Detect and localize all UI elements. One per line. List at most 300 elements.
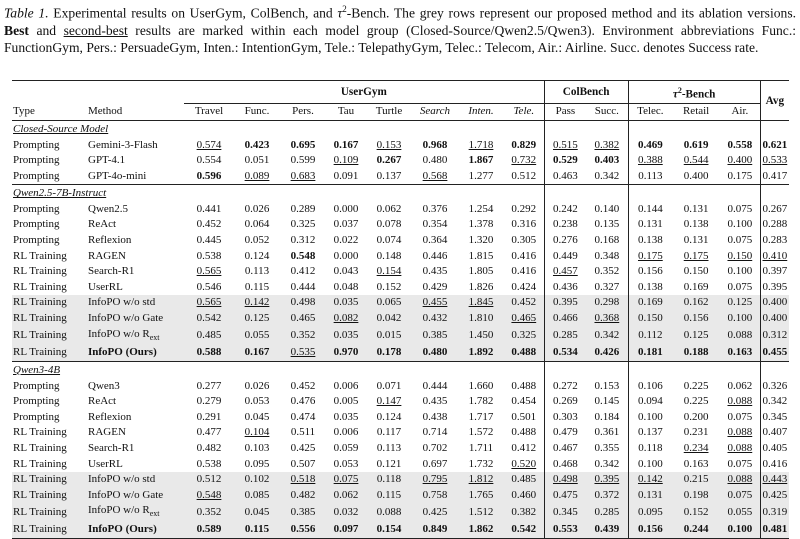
header-group-row	[12, 81, 789, 104]
col-turtle: Turtle	[366, 104, 412, 121]
cell-avg: 0.397	[760, 264, 789, 280]
section-row	[12, 185, 789, 202]
cell-travel: 0.352	[184, 503, 234, 522]
cell-search: 0.702	[422, 441, 448, 454]
cell-search: 0.438	[422, 410, 448, 423]
cell-pers: 0.465	[280, 311, 326, 327]
cell-travel: 0.554	[196, 154, 222, 167]
table-row	[12, 280, 789, 296]
cell-tau: 0.097	[326, 522, 366, 538]
cell-pass: 0.272	[544, 379, 586, 395]
cell-telec: 0.100	[628, 457, 672, 473]
cell-avg: 0.267	[760, 202, 789, 218]
cell-air: 0.062	[727, 379, 753, 392]
cell-tau: 0.035	[326, 327, 366, 346]
cell-pass: 0.436	[544, 280, 586, 296]
row-type: RL Training	[12, 472, 87, 488]
cell-avg: 0.345	[760, 410, 789, 426]
cell-search: 0.435	[422, 265, 448, 278]
cell-func: 0.055	[234, 327, 280, 346]
cell-pers: 0.352	[280, 327, 326, 346]
row-method: Reflexion	[88, 410, 132, 423]
row-method: Search-R1	[88, 265, 135, 278]
cell-pass: 0.475	[544, 488, 586, 504]
cell-func: 0.113	[244, 265, 270, 278]
cell-pass: 0.498	[544, 472, 586, 488]
cell-inten: 1.765	[458, 488, 504, 504]
cell-retail: 0.619	[683, 138, 709, 151]
cell-succ: 0.439	[586, 522, 628, 538]
table-row	[12, 410, 789, 426]
cell-turtle: 0.042	[366, 311, 412, 327]
cell-turtle: 0.178	[366, 345, 412, 361]
group-usergym: UserGym	[184, 81, 544, 104]
cell-succ: 0.342	[594, 457, 620, 470]
cell-func: 0.045	[244, 410, 270, 423]
row-method: Qwen2.5	[88, 202, 129, 215]
row-type: Prompting	[13, 234, 60, 247]
table-row	[12, 345, 789, 361]
cell-turtle: 0.088	[366, 503, 412, 522]
cell-search: 0.435	[422, 395, 448, 408]
cell-telec: 0.156	[628, 522, 672, 538]
col-search: Search	[412, 104, 458, 121]
col-pers: Pers.	[280, 104, 326, 121]
cell-telec: 0.144	[628, 202, 672, 218]
row-type: RL Training	[12, 311, 87, 327]
cell-telec: 0.138	[628, 233, 672, 249]
cell-avg: 0.455	[760, 345, 789, 361]
cell-pass: 0.553	[544, 522, 586, 538]
col-tele: Tele.	[504, 104, 544, 121]
caption-label: Table 1.	[4, 5, 49, 21]
row-method: Gemini-3-Flash	[88, 138, 158, 151]
cell-telec: 0.169	[628, 295, 672, 311]
cell-travel: 0.512	[184, 472, 234, 488]
cell-avg: 0.443	[760, 472, 789, 488]
col-succ: Succ.	[586, 104, 628, 121]
caption-text-4: results are marked within each model group (Closed-Source/Qwen2.5/Qwen3). Environment abbreviations Func.: FunctionGym, Pers.: PersuadeGym, Inten.: IntentionGym, Tele.: TelepathyGym, Telec.: Telecom, Air.: Airline. Succ. denotes Success rate.	[4, 22, 796, 55]
table-row	[12, 394, 789, 410]
cell-tele: 0.512	[511, 169, 537, 182]
cell-succ: 0.382	[594, 138, 620, 151]
cell-pers: 0.498	[280, 295, 326, 311]
table-row	[12, 379, 789, 395]
row-type: RL Training	[13, 280, 67, 293]
cell-pass: 0.457	[544, 264, 586, 280]
cell-telec: 0.469	[628, 138, 672, 154]
cell-tele: 0.465	[504, 311, 544, 327]
cell-tau: 0.109	[333, 154, 359, 167]
cell-func: 0.051	[244, 154, 270, 167]
row-type: RL Training	[12, 327, 87, 346]
cell-search: 0.425	[412, 503, 458, 522]
cell-tau: 0.000	[333, 249, 359, 262]
cell-travel: 0.548	[184, 488, 234, 504]
cell-avg: 0.481	[760, 522, 789, 538]
cell-succ: 0.145	[594, 395, 620, 408]
cell-pass: 0.242	[544, 202, 586, 218]
cell-succ: 0.361	[594, 426, 620, 439]
cell-tele: 0.325	[504, 327, 544, 346]
cell-inten: 1.826	[468, 280, 494, 293]
cell-pass: 0.479	[544, 425, 586, 441]
table-row	[12, 249, 789, 265]
cell-func: 0.103	[244, 441, 270, 454]
cell-tele: 0.292	[511, 202, 537, 215]
cell-inten: 1.782	[468, 395, 494, 408]
row-type: RL Training	[13, 457, 67, 470]
cell-air: 0.055	[720, 503, 760, 522]
cell-air: 0.075	[727, 457, 753, 470]
col-pass: Pass	[544, 104, 586, 121]
cell-retail: 0.188	[672, 345, 720, 361]
cell-pass: 0.467	[544, 441, 586, 457]
row-type: RL Training	[12, 345, 87, 361]
cell-turtle: 0.153	[376, 138, 402, 151]
caption-second-best: second-best	[63, 22, 128, 38]
table-row	[12, 217, 789, 233]
cell-succ: 0.342	[594, 169, 620, 182]
col-retail: Retail	[672, 104, 720, 121]
caption-best: Best	[4, 22, 29, 38]
cell-tele: 0.460	[504, 488, 544, 504]
cell-telec: 0.094	[628, 394, 672, 410]
cell-pers: 0.325	[290, 218, 316, 231]
cell-air: 0.075	[720, 488, 760, 504]
row-type: Prompting	[13, 218, 60, 231]
row-type: RL Training	[13, 441, 67, 454]
cell-search: 0.697	[422, 457, 448, 470]
cell-air: 0.150	[727, 249, 753, 262]
cell-telec: 0.113	[628, 169, 672, 185]
cell-retail: 0.234	[683, 441, 709, 454]
cell-tau: 0.000	[333, 202, 359, 215]
cell-turtle: 0.267	[376, 154, 402, 167]
cell-travel: 0.538	[196, 457, 222, 470]
cell-travel: 0.589	[184, 522, 234, 538]
cell-avg: 0.417	[760, 169, 789, 185]
cell-retail: 0.175	[683, 249, 709, 262]
cell-avg: 0.319	[760, 503, 789, 522]
cell-succ: 0.368	[586, 311, 628, 327]
cell-telec: 0.181	[628, 345, 672, 361]
caption-text-2: -Bench. The grey rows represent our proposed method and its ablation versions.	[346, 5, 797, 21]
cell-retail: 0.156	[672, 311, 720, 327]
cell-pass: 0.303	[544, 410, 586, 426]
cell-search: 0.364	[422, 234, 448, 247]
col-air: Air.	[720, 104, 760, 121]
section-row	[12, 120, 789, 137]
cell-pers: 0.312	[290, 234, 316, 247]
cell-inten: 1.660	[468, 379, 494, 392]
cell-turtle: 0.154	[376, 265, 402, 278]
cell-tau: 0.059	[333, 441, 359, 454]
cell-telec: 0.112	[628, 327, 672, 346]
cell-inten: 1.512	[458, 503, 504, 522]
cell-travel: 0.542	[184, 311, 234, 327]
cell-pers: 0.511	[290, 426, 316, 439]
cell-succ: 0.355	[594, 441, 620, 454]
row-type: RL Training	[13, 426, 67, 439]
row-type: Prompting	[13, 395, 60, 408]
table-row	[12, 295, 789, 311]
cell-tele: 0.520	[511, 457, 537, 470]
cell-pers: 0.556	[280, 522, 326, 538]
cell-succ: 0.184	[594, 410, 620, 423]
cell-pers: 0.444	[290, 280, 316, 293]
cell-tau: 0.062	[326, 488, 366, 504]
cell-search: 0.444	[422, 379, 448, 392]
cell-air: 0.100	[720, 522, 760, 538]
table-row	[12, 138, 789, 154]
cell-telec: 0.156	[628, 264, 672, 280]
row-type: Prompting	[13, 410, 60, 423]
cell-func: 0.053	[244, 395, 270, 408]
row-method: Search-R1	[88, 441, 135, 454]
cell-air: 0.075	[727, 202, 753, 215]
cell-turtle: 0.078	[376, 218, 402, 231]
cell-inten: 1.732	[468, 457, 494, 470]
cell-retail: 0.244	[672, 522, 720, 538]
cell-turtle: 0.113	[376, 441, 402, 454]
cell-tele: 0.829	[511, 138, 537, 151]
cell-retail: 0.200	[683, 410, 709, 423]
cell-turtle: 0.117	[376, 426, 402, 439]
cell-func: 0.052	[244, 234, 270, 247]
cell-air: 0.100	[727, 265, 753, 278]
cell-turtle: 0.065	[366, 295, 412, 311]
col-tau: Tau	[326, 104, 366, 121]
cell-telec: 0.106	[628, 379, 672, 395]
cell-retail: 0.162	[672, 295, 720, 311]
cell-pers: 0.412	[290, 265, 316, 278]
header-columns-row	[12, 104, 789, 121]
cell-tau: 0.006	[333, 426, 359, 439]
cell-telec: 0.118	[628, 441, 672, 457]
cell-pers: 0.548	[290, 249, 316, 262]
cell-pass: 0.285	[544, 327, 586, 346]
row-type: Prompting	[13, 154, 60, 167]
cell-pers: 0.683	[290, 169, 316, 182]
cell-tau: 0.035	[333, 410, 359, 423]
cell-succ: 0.342	[586, 327, 628, 346]
cell-succ: 0.352	[594, 265, 620, 278]
cell-func: 0.026	[244, 202, 270, 215]
cell-tau: 0.048	[333, 280, 359, 293]
cell-inten: 1.277	[468, 169, 494, 182]
cell-turtle: 0.124	[376, 410, 402, 423]
cell-turtle: 0.152	[376, 280, 402, 293]
cell-inten: 1.862	[458, 522, 504, 538]
row-method: ReAct	[88, 218, 117, 231]
cell-tele: 0.488	[511, 379, 537, 392]
col-travel: Travel	[184, 104, 234, 121]
cell-inten: 1.867	[468, 154, 494, 167]
cell-search: 0.455	[412, 295, 458, 311]
row-method: InfoPO w/o $R_{ext}$	[87, 503, 184, 522]
cell-search: 0.376	[422, 202, 448, 215]
section-title: Qwen2.5-7B-Instruct	[12, 185, 184, 202]
table-row	[12, 503, 789, 522]
row-method: ReAct	[88, 395, 117, 408]
cell-pers: 0.476	[290, 395, 316, 408]
cell-succ: 0.298	[586, 295, 628, 311]
cell-telec: 0.175	[628, 249, 672, 265]
cell-func: 0.142	[234, 295, 280, 311]
cell-succ: 0.395	[586, 472, 628, 488]
cell-avg: 0.405	[760, 441, 789, 457]
cell-func: 0.085	[234, 488, 280, 504]
cell-travel: 0.279	[196, 395, 222, 408]
cell-air: 0.400	[727, 154, 753, 167]
cell-telec: 0.150	[628, 311, 672, 327]
cell-func: 0.115	[234, 522, 280, 538]
cell-travel: 0.565	[184, 295, 234, 311]
cell-succ: 0.403	[594, 154, 620, 167]
cell-travel: 0.482	[196, 441, 222, 454]
cell-air: 0.088	[720, 327, 760, 346]
col-method: Method	[87, 104, 184, 121]
cell-retail: 0.225	[683, 395, 709, 408]
cell-succ: 0.348	[594, 249, 620, 262]
row-method: InfoPO (Ours)	[87, 522, 184, 538]
cell-turtle: 0.137	[376, 169, 402, 182]
table-row	[12, 327, 789, 346]
cell-telec: 0.388	[628, 153, 672, 169]
cell-inten: 1.378	[468, 218, 494, 231]
cell-turtle: 0.071	[376, 379, 402, 392]
cell-retail: 0.215	[672, 472, 720, 488]
cell-inten: 1.812	[458, 472, 504, 488]
table-row	[12, 153, 789, 169]
cell-travel: 0.477	[196, 426, 222, 439]
cell-succ: 0.168	[594, 234, 620, 247]
cell-tele: 0.416	[511, 265, 537, 278]
cell-succ: 0.135	[594, 218, 620, 231]
cell-telec: 0.137	[628, 425, 672, 441]
cell-tele: 0.382	[504, 503, 544, 522]
cell-telec: 0.131	[628, 217, 672, 233]
cell-air: 0.088	[720, 472, 760, 488]
cell-avg: 0.621	[760, 138, 789, 154]
cell-tele: 0.412	[511, 441, 537, 454]
caption-tau-sup: 2	[342, 4, 347, 14]
cell-air: 0.075	[727, 410, 753, 423]
cell-avg: 0.288	[760, 217, 789, 233]
cell-turtle: 0.148	[376, 249, 402, 262]
cell-turtle: 0.147	[376, 395, 402, 408]
cell-air: 0.088	[727, 426, 753, 439]
cell-tau: 0.091	[333, 169, 359, 182]
section-title: Closed-Source Model	[12, 120, 184, 137]
cell-retail: 0.225	[683, 379, 709, 392]
cell-retail: 0.231	[683, 426, 709, 439]
cell-travel: 0.291	[196, 410, 222, 423]
cell-tau: 0.032	[326, 503, 366, 522]
cell-tele: 0.488	[511, 426, 537, 439]
cell-tau: 0.035	[326, 295, 366, 311]
row-type: Prompting	[13, 202, 60, 215]
cell-travel: 0.565	[196, 265, 222, 278]
cell-air: 0.175	[727, 169, 753, 182]
cell-func: 0.095	[244, 457, 270, 470]
cell-telec: 0.138	[628, 280, 672, 296]
cell-pass: 0.345	[544, 503, 586, 522]
cell-pass: 0.395	[544, 295, 586, 311]
table-row	[12, 169, 789, 185]
caption-text-1: Experimental results on UserGym, ColBench, and	[48, 5, 338, 21]
col-telec: Telec.	[628, 104, 672, 121]
cell-pass: 0.534	[544, 345, 586, 361]
cell-tau: 0.970	[326, 345, 366, 361]
cell-inten: 1.805	[468, 265, 494, 278]
row-type: RL Training	[12, 295, 87, 311]
cell-tele: 0.542	[504, 522, 544, 538]
cell-air: 0.100	[727, 218, 753, 231]
table-row	[12, 264, 789, 280]
table-row	[12, 457, 789, 473]
cell-tele: 0.305	[511, 234, 537, 247]
cell-pass: 0.238	[544, 217, 586, 233]
row-type: RL Training	[12, 503, 87, 522]
cell-pass: 0.463	[544, 169, 586, 185]
cell-inten: 1.450	[458, 327, 504, 346]
cell-pers: 0.474	[290, 410, 316, 423]
cell-avg: 0.407	[760, 425, 789, 441]
cell-air: 0.088	[727, 441, 753, 454]
table-row	[12, 488, 789, 504]
cell-telec: 0.131	[628, 488, 672, 504]
row-method: RAGEN	[88, 426, 126, 439]
cell-succ: 0.372	[586, 488, 628, 504]
cell-avg: 0.416	[760, 457, 789, 473]
cell-search: 0.446	[422, 249, 448, 262]
row-type: Prompting	[13, 138, 60, 151]
row-method: GPT-4o-mini	[88, 169, 147, 182]
cell-retail: 0.544	[683, 154, 709, 167]
cell-turtle: 0.154	[366, 522, 412, 538]
cell-inten: 1.711	[468, 441, 494, 454]
cell-air: 0.088	[727, 395, 753, 408]
cell-search: 0.480	[412, 345, 458, 361]
cell-func: 0.115	[244, 280, 270, 293]
caption-text-3: and	[28, 22, 64, 38]
cell-inten: 1.254	[468, 202, 494, 215]
cell-air: 0.100	[720, 311, 760, 327]
cell-avg: 0.326	[760, 379, 789, 395]
cell-tau: 0.022	[333, 234, 359, 247]
cell-succ: 0.426	[586, 345, 628, 361]
cell-succ: 0.327	[594, 280, 620, 293]
cell-inten: 1.810	[458, 311, 504, 327]
cell-tau: 0.053	[333, 457, 359, 470]
cell-func: 0.089	[244, 169, 270, 182]
cell-pers: 0.695	[290, 138, 316, 151]
cell-func: 0.045	[234, 503, 280, 522]
results-table	[12, 80, 789, 539]
row-type: RL Training	[13, 249, 67, 262]
cell-retail: 0.131	[683, 202, 709, 215]
cell-func: 0.167	[234, 345, 280, 361]
cell-retail: 0.198	[672, 488, 720, 504]
cell-pers: 0.425	[290, 441, 316, 454]
cell-telec: 0.142	[628, 472, 672, 488]
row-type: RL Training	[12, 488, 87, 504]
cell-search: 0.795	[412, 472, 458, 488]
cell-air: 0.075	[727, 280, 753, 293]
cell-pers: 0.482	[280, 488, 326, 504]
